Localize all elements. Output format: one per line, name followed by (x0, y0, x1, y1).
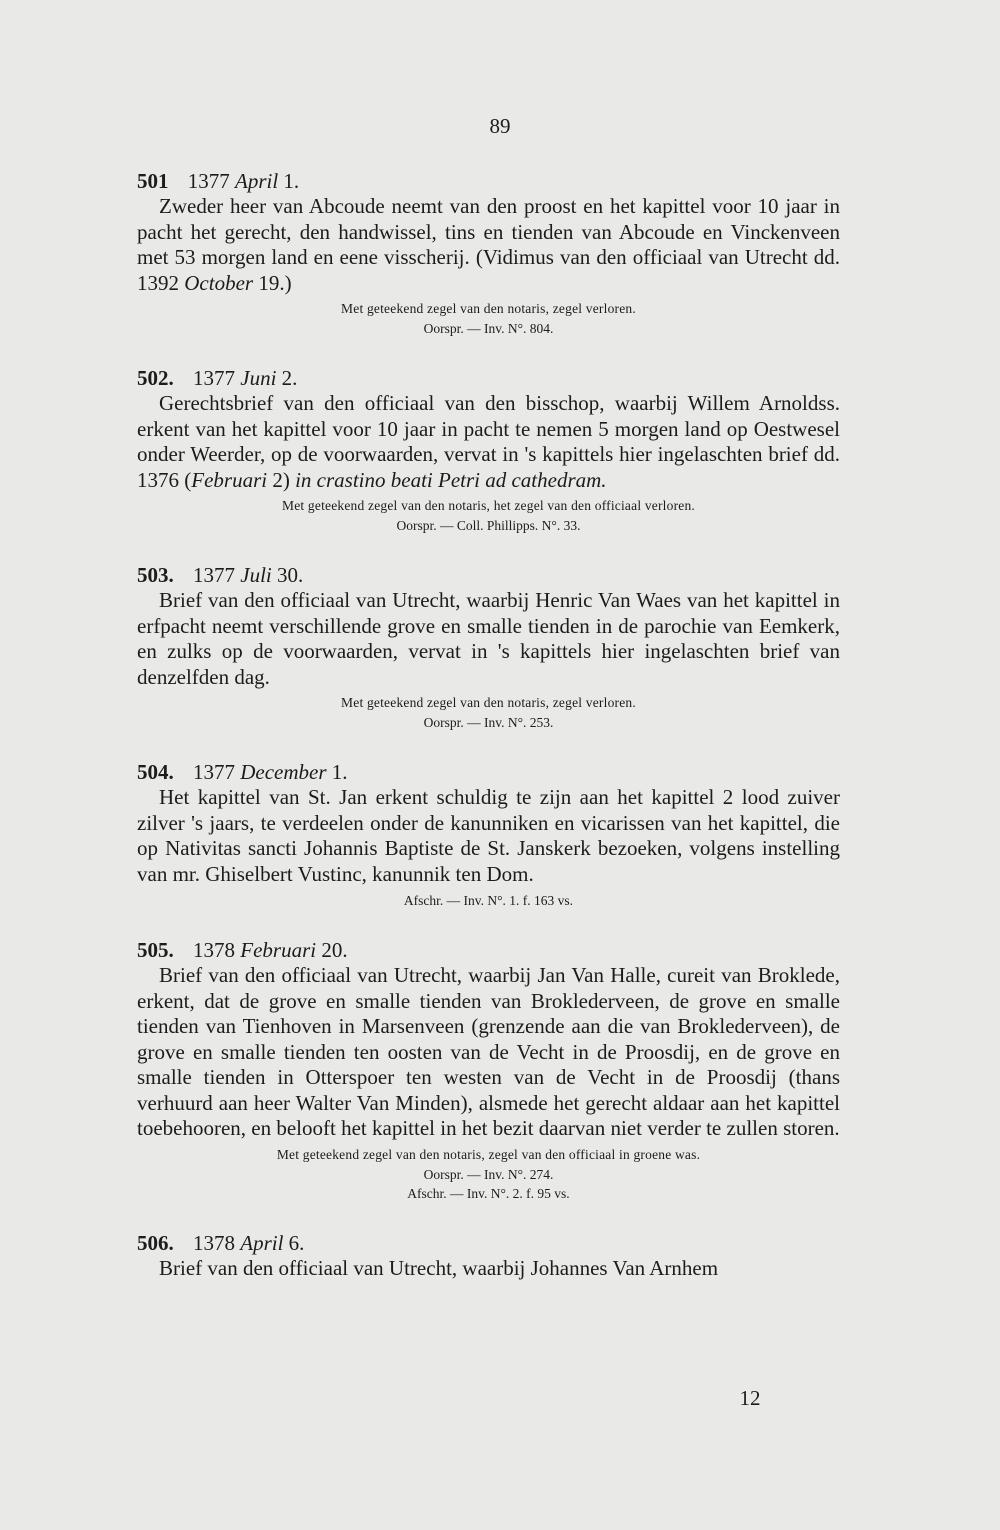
entry-day: 1. (331, 760, 348, 784)
entry-text-italic: October (184, 270, 254, 295)
entry-day: 6. (288, 1230, 305, 1255)
entry-heading (137, 168, 840, 194)
entry-text: Brief van den officiaal van Utrecht, waarbij Johannes Van Arnhem (159, 1255, 719, 1280)
entry-text (137, 391, 840, 493)
entry-month: Februari (240, 938, 317, 962)
entry-month: April (240, 1230, 284, 1255)
entry-506 (137, 1230, 840, 1282)
entry-501 (137, 168, 840, 338)
entry-text-main: Zweder heer van Abcoude neemt van den proost en het kapittel voor 10 jaar in pacht het gerecht, den handwissel, tins en tienden van Abcoude en Vinckenveen met 53 morgen land en eene visscherij. (Vidimus van den officiaal van Utrecht dd. 1392 (137, 194, 840, 295)
entry-text-italic-latin: in crastino beati Petri ad cathedram. (295, 467, 607, 492)
entry-day: 20. (321, 938, 348, 962)
entry-text-main: Gerechtsbrief van den officiaal van den bisschop, waarbij Willem Arnoldss. erkent van het kapittel voor 10 jaar in pacht te nemen 5 morgen land op Oestwesel onder Weerder, op de voorwaarden, vervat in 's kapittels hier ingelaschten brief dd. 1376 ( (137, 391, 840, 492)
page-number: 89 (489, 114, 511, 138)
entry-text: Het kapittel van St. Jan erkent schuldig te zijn aan het kapittel 2 lood zuiver zilver 's jaars, te verdeelen onder de kanunniken en vicarissen van het kapittel, die op Nativitas sancti Johannis Baptiste de St. Janskerk bezoeken, volgens instelling van mr. Ghiselbert Vustinc, kanunnik ten Dom. (137, 785, 840, 886)
entry-year: 1378 (193, 1230, 235, 1255)
entry-text-end: 19.) (253, 270, 292, 295)
entry-number: 504. (137, 760, 174, 784)
sheet-number: 12 (739, 1386, 761, 1410)
source-ref-copy: Afschr. — Inv. N°. 2. f. 95 vs. (407, 1185, 570, 1201)
entry-month: April (235, 169, 279, 193)
source-ref: Oorspr. — Inv. N°. 253. (423, 715, 554, 730)
entry-number: 502. (137, 366, 174, 390)
entry-year: 1377 (187, 169, 230, 193)
entry-heading (137, 1230, 840, 1256)
entry-number: 501 (137, 169, 169, 193)
entry-505 (137, 937, 840, 1203)
entry-number: 503. (137, 563, 174, 587)
entry-number: 505. (137, 938, 174, 962)
entry-text: Brief van den officiaal van Utrecht, waarbij Henric Van Waes van het kapittel in erfpacht neemt verschillende grove en smalle tienden in de parochie van Eemkerk, en zulks op de voorwaarden, vervat in 's kapittels hier ingelaschten brief van denzelfden dag. (137, 588, 840, 689)
entry-day: 2. (281, 366, 298, 390)
entry-year: 1377 (193, 563, 235, 587)
entry-month: December (240, 760, 327, 784)
entry-year: 1377 (193, 366, 235, 390)
entry-day: 1. (283, 169, 300, 193)
entry-year: 1378 (193, 938, 235, 962)
entry-text: Brief van den officiaal van Utrecht, waarbij Jan Van Halle, cureit van Broklede, erkent, dat de grove en smalle tienden van Broklederveen, de grove en smalle tienden van Tienhoven in Marsenveen (grenzende aan die van Broklederveen), de grove en smalle tienden ten oosten van de Vecht in de Proosdij, en de grove en smalle tienden in Otterspoer ten westen van de Vecht in de Proosdij (thans verhuurd aan heer Walter Van Minden), alsmede het gerecht aldaar aan het kapittel toebehooren, en belooft het kapittel in het bezit daarvan niet verder te zullen storen. (137, 963, 840, 1140)
entry-month: Juli (240, 563, 272, 587)
document-body (137, 168, 840, 1308)
entry-503 (137, 562, 840, 732)
entry-504 (137, 759, 840, 910)
entry-text-mid: 2) (267, 467, 296, 492)
entry-number: 506. (137, 1230, 174, 1255)
source-ref: Oorspr. — Inv. N°. 274. (423, 1166, 554, 1182)
entry-heading (137, 365, 840, 391)
entry-heading (137, 759, 840, 785)
entry-heading (137, 562, 840, 588)
entry-day: 30. (277, 563, 304, 587)
seal-note: Met geteekend zegel van den notaris, zegel van den officiaal in groene was. (276, 1146, 701, 1162)
seal-note: Met geteekend zegel van den notaris, zegel verloren. (341, 695, 636, 710)
source-ref: Oorspr. — Inv. N°. 804. (423, 321, 554, 336)
source-ref: Afschr. — Inv. N°. 1. f. 163 vs. (403, 893, 574, 908)
seal-note: Met geteekend zegel van den notaris, zegel verloren. (341, 301, 636, 316)
entry-year: 1377 (193, 760, 235, 784)
entry-502 (137, 365, 840, 535)
source-ref: Oorspr. — Coll. Phillipps. N°. 33. (396, 518, 581, 533)
entry-month: Juni (240, 366, 277, 390)
entry-text (137, 194, 840, 296)
entry-text-italic: Februari (191, 467, 268, 492)
entry-heading (137, 937, 840, 963)
seal-note: Met geteekend zegel van den notaris, het zegel van den officiaal verloren. (282, 498, 695, 513)
